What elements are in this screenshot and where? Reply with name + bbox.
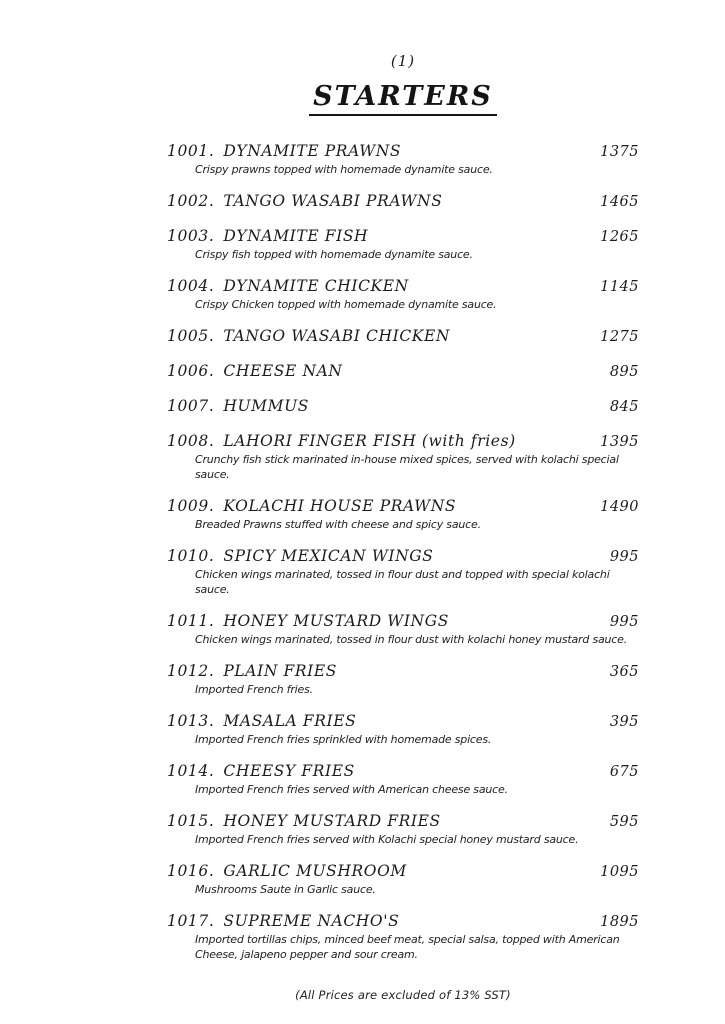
- menu-item-row: [167, 192, 639, 212]
- menu-item-row: [167, 862, 639, 882]
- menu-item: [167, 712, 639, 747]
- menu-item: [167, 762, 639, 797]
- item-price: 365: [609, 663, 639, 680]
- menu-item-row: [167, 142, 639, 162]
- item-name: [167, 762, 355, 781]
- item-name: [167, 397, 309, 416]
- item-name: [167, 812, 441, 831]
- item-code: 1003.: [167, 226, 215, 245]
- item-name: [167, 912, 399, 931]
- item-price: 1395: [600, 433, 639, 450]
- item-title: DYNAMITE FISH: [223, 226, 369, 245]
- item-code: 1016.: [167, 861, 215, 880]
- item-description: Imported French fries.: [195, 682, 313, 696]
- item-price: 1375: [600, 143, 639, 160]
- menu-item: [167, 397, 639, 417]
- item-price: 1490: [600, 498, 639, 515]
- menu-item-row: [167, 762, 639, 782]
- page-title: STARTERS: [309, 82, 497, 116]
- item-description: Mushrooms Saute in Garlic sauce.: [195, 882, 376, 896]
- item-price: 1895: [600, 913, 639, 930]
- item-title: SPICY MEXICAN WINGS: [223, 546, 434, 565]
- item-name: [167, 142, 401, 161]
- item-price: 995: [609, 613, 639, 630]
- item-title: CHEESE NAN: [223, 361, 343, 380]
- page-number: (1): [390, 52, 416, 70]
- item-code: 1005.: [167, 326, 215, 345]
- menu-item: [167, 142, 639, 177]
- item-title: KOLACHI HOUSE PRAWNS: [223, 496, 457, 515]
- item-title: TANGO WASABI CHICKEN: [223, 326, 451, 345]
- item-code: 1012.: [167, 661, 215, 680]
- menu-item-row: [167, 227, 639, 247]
- menu-item-row: [167, 277, 639, 297]
- item-name: [167, 547, 433, 566]
- menu-item-row: [167, 662, 639, 682]
- menu-item: [167, 327, 639, 347]
- menu-item-row: [167, 497, 639, 517]
- menu-item: [167, 547, 639, 597]
- item-description: Imported French fries served with American cheese sauce.: [195, 782, 508, 796]
- item-description: Crispy Chicken topped with homemade dynamite sauce.: [195, 297, 497, 311]
- item-code: 1004.: [167, 276, 215, 295]
- menu-item: [167, 192, 639, 212]
- item-code: 1009.: [167, 496, 215, 515]
- item-price: 1095: [600, 863, 639, 880]
- item-description: Chicken wings marinated, tossed in flour dust and topped with special kolachi sauce.: [195, 567, 610, 596]
- item-title: GARLIC MUSHROOM: [223, 861, 407, 880]
- item-name: [167, 662, 337, 681]
- item-price: 995: [609, 548, 639, 565]
- item-title: TANGO WASABI PRAWNS: [223, 191, 443, 210]
- item-description: Crispy fish topped with homemade dynamite sauce.: [195, 247, 473, 261]
- item-description: Crunchy fish stick marinated in-house mixed spices, served with kolachi special sauce.: [195, 452, 619, 481]
- menu-item: [167, 362, 639, 382]
- menu-item-row: [167, 712, 639, 732]
- item-price: 675: [609, 763, 639, 780]
- item-price: 895: [609, 363, 639, 380]
- item-price: 595: [609, 813, 639, 830]
- item-title: HONEY MUSTARD FRIES: [223, 811, 441, 830]
- item-price: 1145: [600, 278, 639, 295]
- item-name: [167, 227, 368, 246]
- menu-items-list: [167, 142, 639, 962]
- menu-item: [167, 862, 639, 897]
- item-title: DYNAMITE CHICKEN: [223, 276, 409, 295]
- menu-item-row: [167, 362, 639, 382]
- item-code: 1015.: [167, 811, 215, 830]
- item-price: 1465: [600, 193, 639, 210]
- item-code: 1017.: [167, 911, 215, 930]
- item-name: [167, 612, 449, 631]
- item-code: 1001.: [167, 141, 215, 160]
- menu-item-row: [167, 327, 639, 347]
- menu-item-row: [167, 612, 639, 632]
- item-title: HONEY MUSTARD WINGS: [223, 611, 449, 630]
- menu-item-row: [167, 812, 639, 832]
- item-description: Chicken wings marinated, tossed in flour dust with kolachi honey mustard sauce.: [195, 632, 627, 646]
- item-price: 1265: [600, 228, 639, 245]
- item-title: MASALA FRIES: [223, 711, 357, 730]
- item-code: 1007.: [167, 396, 215, 415]
- item-title: SUPREME NACHO'S: [223, 911, 400, 930]
- item-title: LAHORI FINGER FISH (with fries): [223, 431, 516, 450]
- item-description: Crispy prawns topped with homemade dynamite sauce.: [195, 162, 493, 176]
- item-name: [167, 432, 516, 451]
- menu-item-row: [167, 397, 639, 417]
- item-code: 1014.: [167, 761, 215, 780]
- item-name: [167, 862, 407, 881]
- item-code: 1011.: [167, 611, 215, 630]
- menu-item: [167, 277, 639, 312]
- menu-item: [167, 612, 639, 647]
- item-description: Imported tortillas chips, minced beef meat, special salsa, topped with American Cheese, jalapeno pepper and sour cream.: [195, 932, 620, 961]
- item-price: 395: [609, 713, 639, 730]
- title-wrap: [167, 82, 639, 116]
- menu-item: [167, 432, 639, 482]
- menu-item: [167, 912, 639, 962]
- menu-item: [167, 227, 639, 262]
- item-code: 1010.: [167, 546, 215, 565]
- menu-item: [167, 812, 639, 847]
- item-code: 1002.: [167, 191, 215, 210]
- menu-item: [167, 497, 639, 532]
- item-name: [167, 327, 450, 346]
- item-title: CHEESY FRIES: [223, 761, 355, 780]
- item-code: 1013.: [167, 711, 215, 730]
- menu-item-row: [167, 432, 639, 452]
- item-description: Imported French fries served with Kolachi special honey mustard sauce.: [195, 832, 579, 846]
- menu-item-row: [167, 912, 639, 932]
- menu-item-row: [167, 547, 639, 567]
- item-description: Breaded Prawns stuffed with cheese and spicy sauce.: [195, 517, 481, 531]
- item-name: [167, 192, 442, 211]
- item-code: 1008.: [167, 431, 215, 450]
- item-price: 845: [609, 398, 639, 415]
- item-name: [167, 497, 456, 516]
- item-name: [167, 712, 356, 731]
- menu-item: [167, 662, 639, 697]
- item-price: 1275: [600, 328, 639, 345]
- item-description: Imported French fries sprinkled with homemade spices.: [195, 732, 492, 746]
- item-name: [167, 277, 409, 296]
- item-title: PLAIN FRIES: [223, 661, 337, 680]
- menu-content: [167, 52, 639, 1002]
- item-name: [167, 362, 343, 381]
- item-title: HUMMUS: [223, 396, 309, 415]
- item-code: 1006.: [167, 361, 215, 380]
- item-title: DYNAMITE PRAWNS: [223, 141, 402, 160]
- footer-note: (All Prices are excluded of 13% SST): [295, 987, 511, 1002]
